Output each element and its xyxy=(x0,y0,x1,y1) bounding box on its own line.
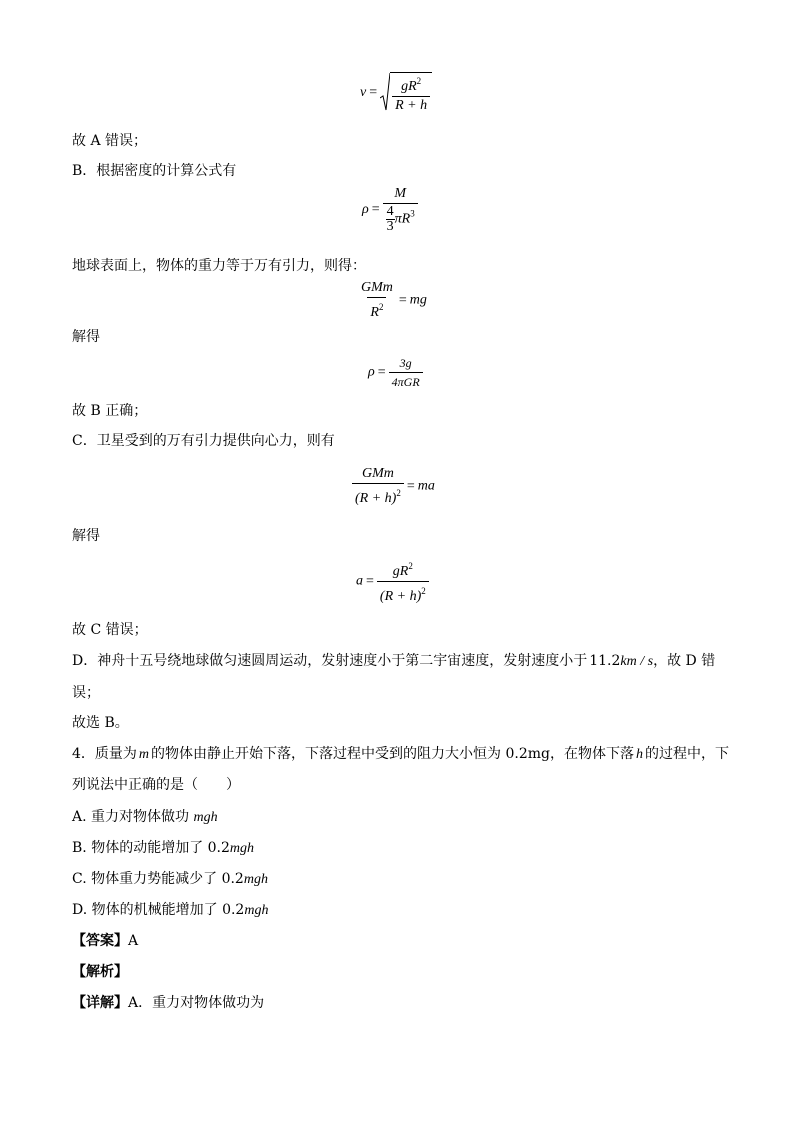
text-line: D．神舟十五号绕地球做匀速圆周运动，发射速度小于第二宇宙速度，发射速度小于 11.2km / s，故 D 错 xyxy=(72,653,716,669)
text-line: 误； xyxy=(72,685,100,701)
denominator: $(R + h)^2$ xyxy=(352,483,404,507)
option-c: C. 物体重力势能减少了 0.2mgh xyxy=(72,871,268,887)
numerator: $gR^2$ xyxy=(392,561,413,579)
text-line: 故选 B。 xyxy=(72,715,129,731)
numerator: GMm xyxy=(361,280,393,295)
denominator: $R^2$ xyxy=(367,297,386,321)
eq-relation: = xyxy=(398,292,407,308)
text-line: 故 B 正确； xyxy=(72,403,148,419)
fraction xyxy=(392,73,430,114)
exponent: 2 xyxy=(416,76,422,86)
denominator: 4πGR xyxy=(389,372,423,390)
numerator: 3g xyxy=(399,356,412,370)
eq-lhs: ρ xyxy=(368,364,375,380)
question-4-stem: 4．质量为 m 的物体由静止开始下落，下落过程中受到的阻力大小恒为 0.2mg，在物体下落 h 的过程中，下 xyxy=(72,746,729,762)
option-a: A. 重力对物体做功 mgh xyxy=(72,809,218,825)
option-d: D. 物体的机械能增加了 0.2mgh xyxy=(72,902,269,918)
numerator: GMm xyxy=(361,466,394,481)
square-root xyxy=(380,72,432,114)
equation-acceleration xyxy=(356,558,429,605)
detailed-solution-line: 【详解】A．重力对物体做功为 xyxy=(72,995,265,1011)
detailed-solution-label: 【详解】 xyxy=(72,995,128,1011)
text-line: 故 C 错误； xyxy=(72,622,148,638)
eq-rhs: ma xyxy=(417,478,435,494)
denominator: $\frac{4}{3}$ $\pi R^3$ xyxy=(383,203,418,234)
text-line: 地球表面上，物体的重力等于万有引力，则得： xyxy=(72,258,366,274)
analysis-label: 【解析】 xyxy=(72,964,128,980)
answer-line xyxy=(72,932,138,950)
question-4-stem-cont: 列说法中正确的是（ ） xyxy=(72,777,240,793)
eq-lhs: ρ xyxy=(362,202,369,218)
fraction xyxy=(352,466,404,507)
equation-density-result xyxy=(368,355,423,390)
answer-label: 【答案】 xyxy=(72,933,128,949)
eq-relation: = xyxy=(366,573,374,589)
eq-relation: = xyxy=(369,85,378,100)
fraction xyxy=(358,280,396,321)
equation-velocity xyxy=(360,72,432,114)
text-line: 解得 xyxy=(72,329,100,345)
fraction xyxy=(383,186,418,234)
fraction xyxy=(377,558,429,605)
eq-relation: = xyxy=(377,364,386,380)
numerator: gR xyxy=(401,79,417,94)
eq-relation: = xyxy=(371,202,380,217)
fraction xyxy=(389,355,423,390)
numerator: M xyxy=(394,186,407,201)
eq-relation: = xyxy=(406,478,415,494)
eq-rhs: mg xyxy=(409,292,427,308)
equation-density-definition xyxy=(362,186,418,234)
inner-fraction: $\frac{4}{3}$ xyxy=(386,204,394,234)
option-b: B. 物体的动能增加了 0.2mgh xyxy=(72,840,255,856)
equation-gravity-equals-weight xyxy=(358,280,427,321)
equation-centripetal-force xyxy=(352,466,435,507)
text-line: C．卫星受到的万有引力提供向心力，则有 xyxy=(72,433,335,449)
eq-lhs: v xyxy=(360,85,367,101)
eq-lhs: a xyxy=(356,573,363,589)
text-line: B．根据密度的计算公式有 xyxy=(72,163,237,179)
denominator: R + h xyxy=(392,96,430,114)
denominator: $(R + h)^2$ xyxy=(377,581,429,605)
text-line: 解得 xyxy=(72,528,100,544)
text-line: 故 A 错误； xyxy=(72,133,148,149)
answer-value: A xyxy=(128,933,139,949)
